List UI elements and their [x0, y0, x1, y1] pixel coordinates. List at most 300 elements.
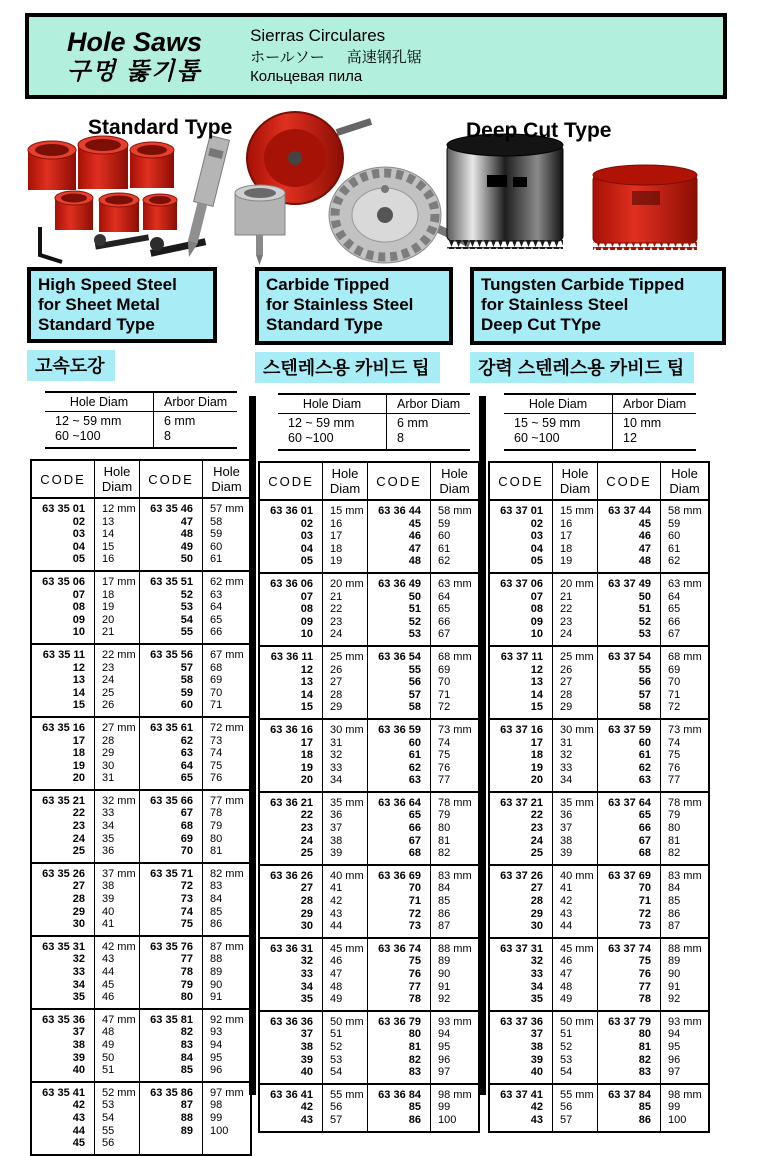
diam-cell: 39: [323, 847, 368, 865]
table-row: [489, 968, 709, 981]
diam-cell: 74: [203, 747, 252, 760]
table-row: [31, 601, 251, 614]
table-row: [489, 981, 709, 994]
code-cell: 12: [72, 661, 85, 674]
table-row: [259, 664, 479, 677]
code-header-row: [259, 462, 479, 500]
code-cell: 43: [300, 1113, 313, 1126]
diam-cell: 62: [431, 555, 480, 573]
table-row: [489, 847, 709, 865]
diam-cell: 18: [323, 543, 368, 556]
table-row: [259, 518, 479, 531]
table-row: [259, 1028, 479, 1041]
diam-cell: 19: [553, 555, 598, 573]
code-cell: 86: [598, 1114, 661, 1132]
code-cell: 82: [140, 1026, 203, 1039]
code-cell: 39: [530, 1053, 543, 1066]
code-cell: 73: [598, 920, 661, 938]
diam-cell: 30 mm: [553, 719, 598, 737]
diam-cell: 59: [661, 518, 710, 531]
section-title-line: Carbide Tipped: [266, 275, 390, 294]
table-row: [31, 820, 251, 833]
code-cell: 70: [140, 845, 203, 863]
diam-cell: 21: [553, 591, 598, 604]
code-cell: 66: [598, 822, 661, 835]
code-cell: 63 37 74: [598, 938, 661, 956]
code-cell: 85: [140, 1064, 203, 1082]
code-group: [31, 1009, 251, 1082]
code-cell: 15: [300, 701, 313, 714]
diam-cell: 25: [95, 687, 140, 700]
diam-cell: 81: [203, 845, 252, 863]
diam-cell: 16: [553, 518, 598, 531]
code-cell: 08: [72, 601, 85, 614]
table-row: [31, 918, 251, 936]
diam-cell: 92: [661, 993, 710, 1011]
code-cell: 67: [368, 835, 431, 848]
code-cell: 60: [368, 737, 431, 750]
code-header-cell: CODE: [368, 462, 431, 500]
code-header-cell: CODE: [140, 460, 203, 498]
diam-cell: 22: [553, 603, 598, 616]
diam-cell: 46: [553, 955, 598, 968]
code-cell: 10: [72, 626, 85, 639]
diam-cell: 83 mm: [661, 865, 710, 883]
table-row: [31, 662, 251, 675]
code-cell: 70: [598, 882, 661, 895]
code-cell: 63 37 54: [598, 646, 661, 664]
diam-cell: 44: [323, 920, 368, 938]
table-row: [259, 749, 479, 762]
code-cell: 84: [140, 1052, 203, 1065]
table-row: [259, 591, 479, 604]
spec-row: [45, 412, 237, 430]
code-cell: 39: [300, 1053, 313, 1066]
diam-cell: 82 mm: [203, 863, 252, 881]
diam-cell: 38: [553, 835, 598, 848]
code-cell: 44: [72, 1124, 85, 1137]
diam-cell: 45 mm: [553, 938, 598, 956]
arbor-spec-table: [278, 393, 470, 451]
code-cell: 14: [72, 686, 85, 699]
table-row: [489, 895, 709, 908]
diam-cell: 47: [553, 968, 598, 981]
spec-header-cell: Hole Diam: [278, 394, 387, 414]
diam-cell: 58: [203, 516, 252, 529]
deep-cut-black-saw-photo: [447, 134, 563, 249]
diam-cell: 53: [323, 1054, 368, 1067]
spec-cell: 60 ~100: [288, 431, 334, 445]
code-cell: 63 36 44: [368, 500, 431, 518]
code-cell: 30: [300, 920, 313, 933]
section-title-line: for Sheet Metal: [38, 295, 160, 314]
table-row: [31, 644, 251, 662]
code-cell: 24: [530, 834, 543, 847]
code-cell: 63 35 41: [42, 1086, 85, 1099]
diam-cell: 94: [661, 1028, 710, 1041]
code-cell: 79: [140, 979, 203, 992]
code-cell: 83: [598, 1066, 661, 1084]
code-cell: 88: [140, 1112, 203, 1125]
diam-cell: 83: [203, 880, 252, 893]
table-row: [259, 920, 479, 938]
table-row: [259, 993, 479, 1011]
code-cell: 52: [598, 616, 661, 629]
table-row: [31, 1125, 251, 1138]
code-table: [488, 461, 710, 1133]
code-group: [259, 865, 479, 938]
code-cell: 19: [300, 761, 313, 774]
diam-cell: 47: [323, 968, 368, 981]
diam-cell: 30 mm: [323, 719, 368, 737]
diam-cell: 71: [203, 699, 252, 717]
diam-cell: 93: [203, 1026, 252, 1039]
diam-cell: 40: [95, 906, 140, 919]
diam-cell: 91: [661, 981, 710, 994]
code-group: [489, 719, 709, 792]
diam-cell: 82: [661, 847, 710, 865]
table-row: [31, 516, 251, 529]
code-header-cell: Hole Diam: [323, 462, 368, 500]
code-cell: 63: [368, 774, 431, 792]
code-group: [489, 1011, 709, 1084]
table-row: [259, 792, 479, 810]
table-row: [489, 573, 709, 591]
diam-cell: 18: [553, 543, 598, 556]
code-cell: 77: [368, 981, 431, 994]
code-group: [31, 498, 251, 571]
code-cell: 70: [368, 882, 431, 895]
diam-cell: 66: [431, 616, 480, 629]
table-row: [31, 541, 251, 554]
table-row: [489, 822, 709, 835]
table-row: [31, 863, 251, 881]
code-cell: 19: [72, 759, 85, 772]
code-cell: 76: [598, 968, 661, 981]
code-cell: 68: [368, 847, 431, 865]
table-row: [259, 835, 479, 848]
code-group: [489, 500, 709, 573]
code-cell: 20: [72, 772, 85, 785]
table-row: [259, 737, 479, 750]
table-row: [31, 1009, 251, 1027]
diam-cell: 64: [431, 591, 480, 604]
code-cell: 81: [598, 1041, 661, 1054]
table-row: [259, 1084, 479, 1102]
code-cell: 42: [530, 1101, 543, 1114]
code-group: [31, 571, 251, 644]
code-cell: 63 35 46: [140, 498, 203, 516]
code-cell: 63 36 59: [368, 719, 431, 737]
diam-cell: 16: [323, 518, 368, 531]
code-cell: 63 36 21: [270, 796, 313, 809]
code-cell: 63 37 16: [500, 723, 543, 736]
diam-cell: 42: [553, 895, 598, 908]
section-carbide-tipped: [255, 267, 477, 1133]
spec-cell: 8: [154, 429, 238, 448]
code-header-cell: Hole Diam: [553, 462, 598, 500]
table-row: [489, 1066, 709, 1084]
code-cell: 61: [598, 749, 661, 762]
table-row: [489, 719, 709, 737]
spec-cell: 60 ~100: [514, 431, 560, 445]
section-subtitle-korean: 강력 스텐레스용 카비드 팁: [470, 352, 694, 383]
diam-cell: 83 mm: [431, 865, 480, 883]
diam-cell: 46: [95, 991, 140, 1009]
code-group: [489, 938, 709, 1011]
code-cell: 63 36 54: [368, 646, 431, 664]
code-cell: 71: [368, 895, 431, 908]
hex-key-photo: [40, 227, 62, 262]
spec-cell: 10 mm: [613, 414, 697, 432]
spec-cell: 6 mm: [154, 412, 238, 430]
code-cell: 27: [300, 882, 313, 895]
section-title-box: [27, 267, 217, 343]
diam-cell: 61: [431, 543, 480, 556]
table-row: [489, 938, 709, 956]
code-cell: 65: [140, 772, 203, 790]
deep-cut-red-saw-photo: [593, 165, 697, 250]
code-cell: 12: [530, 663, 543, 676]
diam-cell: 20 mm: [323, 573, 368, 591]
code-cell: 46: [598, 530, 661, 543]
diam-cell: 95: [661, 1041, 710, 1054]
code-table: [30, 459, 252, 1156]
code-cell: 34: [530, 980, 543, 993]
code-cell: 15: [72, 699, 85, 712]
table-row: [489, 993, 709, 1011]
code-header-cell: CODE: [489, 462, 553, 500]
diam-cell: 73 mm: [661, 719, 710, 737]
diam-cell: 18: [95, 589, 140, 602]
spec-row: [504, 414, 696, 432]
diam-cell: 31: [553, 737, 598, 750]
code-cell: 63 35 51: [140, 571, 203, 589]
diam-cell: 52 mm: [95, 1082, 140, 1100]
code-group: [259, 719, 479, 792]
diam-cell: 74: [661, 737, 710, 750]
diam-cell: 68: [203, 662, 252, 675]
diam-cell: 39: [553, 847, 598, 865]
diam-cell: 100: [661, 1114, 710, 1132]
table-row: [489, 1011, 709, 1029]
table-row: [259, 938, 479, 956]
diam-cell: 73 mm: [431, 719, 480, 737]
code-cell: 13: [530, 676, 543, 689]
diam-cell: 65: [431, 603, 480, 616]
diam-cell: 19: [323, 555, 368, 573]
diam-cell: 26: [95, 699, 140, 717]
table-row: [489, 1041, 709, 1054]
diam-cell: 57: [323, 1114, 368, 1132]
spec-header-cell: Arbor Diam: [613, 394, 697, 414]
diam-cell: 34: [323, 774, 368, 792]
diam-cell: 50: [95, 1052, 140, 1065]
diam-cell: 66: [203, 626, 252, 644]
diam-cell: 54: [553, 1066, 598, 1084]
code-cell: 67: [140, 807, 203, 820]
code-cell: 63 37 41: [500, 1088, 543, 1101]
code-cell: 22: [72, 807, 85, 820]
code-group: [31, 936, 251, 1009]
code-cell: 63 35 71: [140, 863, 203, 881]
code-cell: 63 35 21: [42, 794, 85, 807]
diam-cell: 76: [203, 772, 252, 790]
code-cell: 80: [368, 1028, 431, 1041]
code-cell: 75: [368, 955, 431, 968]
code-header-cell: Hole Diam: [661, 462, 710, 500]
table-row: [259, 1114, 479, 1132]
diam-cell: 75: [203, 760, 252, 773]
code-cell: 47: [368, 543, 431, 556]
diam-cell: 80: [203, 833, 252, 846]
diam-cell: 85: [661, 895, 710, 908]
code-cell: 63 35 11: [42, 648, 85, 661]
diam-cell: 51: [323, 1028, 368, 1041]
code-cell: 45: [368, 518, 431, 531]
table-row: [489, 530, 709, 543]
diam-cell: 65: [203, 614, 252, 627]
code-cell: 23: [300, 822, 313, 835]
code-cell: 23: [530, 822, 543, 835]
code-cell: 17: [530, 736, 543, 749]
code-cell: 42: [72, 1099, 85, 1112]
code-cell: 24: [72, 832, 85, 845]
code-cell: 02: [72, 515, 85, 528]
section-subtitle-korean: 스텐레스용 카비드 팁: [255, 352, 440, 383]
code-cell: 76: [368, 968, 431, 981]
code-cell: 62: [368, 762, 431, 775]
page-title-korean: 구멍 뚫기톱: [67, 57, 202, 85]
table-row: [259, 908, 479, 921]
spec-cell: 12 ~ 59 mm: [288, 416, 355, 430]
code-cell: 30: [530, 920, 543, 933]
table-row: [259, 616, 479, 629]
code-cell: 52: [368, 616, 431, 629]
diam-cell: 96: [203, 1064, 252, 1082]
subtitle-japanese-chinese: [250, 48, 422, 68]
code-cell: 29: [530, 907, 543, 920]
spec-header-row: [278, 394, 470, 414]
arbor-spec-table: [45, 391, 237, 449]
diam-cell: 41: [323, 882, 368, 895]
code-cell: 55: [140, 626, 203, 644]
table-row: [259, 689, 479, 702]
diam-cell: 99: [203, 1112, 252, 1125]
diam-cell: 45: [95, 979, 140, 992]
code-cell: 58: [140, 674, 203, 687]
table-row: [259, 701, 479, 719]
code-cell: 63 35 06: [42, 575, 85, 588]
table-row: [31, 1112, 251, 1125]
code-cell: 81: [368, 1041, 431, 1054]
code-group: [489, 646, 709, 719]
diam-cell: 84: [203, 893, 252, 906]
diam-cell: 63 mm: [661, 573, 710, 591]
diam-cell: 57 mm: [203, 498, 252, 516]
code-cell: 35: [300, 993, 313, 1006]
section-title-line: Tungsten Carbide Tipped: [481, 275, 685, 294]
table-row: [31, 674, 251, 687]
diam-cell: 35 mm: [323, 792, 368, 810]
code-group: [489, 573, 709, 646]
diam-cell: 64: [661, 591, 710, 604]
code-cell: 09: [300, 615, 313, 628]
diam-cell: 15 mm: [323, 500, 368, 518]
code-cell: 47: [140, 516, 203, 529]
code-cell: 10: [300, 628, 313, 641]
code-cell: 37: [72, 1026, 85, 1039]
diam-cell: 40 mm: [323, 865, 368, 883]
diam-cell: 87: [431, 920, 480, 938]
diam-cell: 59: [431, 518, 480, 531]
diam-cell: 12 mm: [95, 498, 140, 516]
diam-cell: 98 mm: [661, 1084, 710, 1102]
code-cell: 63 35 36: [42, 1013, 85, 1026]
diam-cell: 79: [431, 809, 480, 822]
diam-cell: 42 mm: [95, 936, 140, 954]
code-cell: 30: [72, 918, 85, 931]
code-header-cell: CODE: [259, 462, 323, 500]
code-cell: 63 36 74: [368, 938, 431, 956]
diam-cell: 53: [95, 1099, 140, 1112]
code-cell: 74: [140, 906, 203, 919]
diam-cell: 97: [431, 1066, 480, 1084]
code-cell: 18: [72, 747, 85, 760]
code-cell: 63 36 79: [368, 1011, 431, 1029]
code-cell: 64: [140, 760, 203, 773]
code-cell: 83: [368, 1066, 431, 1084]
code-cell: 63 35 76: [140, 936, 203, 954]
code-cell: 73: [368, 920, 431, 938]
diam-cell: 40 mm: [553, 865, 598, 883]
code-cell: 09: [530, 615, 543, 628]
code-cell: 33: [530, 968, 543, 980]
code-cell: 63 35 31: [42, 940, 85, 953]
diam-cell: 25 mm: [323, 646, 368, 664]
code-cell: 68: [140, 820, 203, 833]
code-cell: 46: [368, 530, 431, 543]
code-cell: 32: [300, 955, 313, 968]
diam-cell: 17 mm: [95, 571, 140, 589]
diam-cell: 68 mm: [431, 646, 480, 664]
code-cell: 78: [598, 993, 661, 1011]
diam-cell: 24: [553, 628, 598, 646]
table-row: [259, 1066, 479, 1084]
table-row: [489, 646, 709, 664]
table-row: [31, 687, 251, 700]
table-row: [31, 1052, 251, 1065]
table-row: [489, 737, 709, 750]
diam-cell: 29: [95, 747, 140, 760]
table-row: [31, 807, 251, 820]
section-title-box: [470, 267, 726, 345]
table-row: [31, 893, 251, 906]
code-cell: 80: [140, 991, 203, 1009]
table-row: [259, 530, 479, 543]
diam-cell: 84: [431, 882, 480, 895]
diam-cell: 67 mm: [203, 644, 252, 662]
diam-cell: 98: [203, 1099, 252, 1112]
diam-cell: 65: [661, 603, 710, 616]
diam-cell: 44: [553, 920, 598, 938]
diam-cell: 54: [323, 1066, 368, 1084]
diam-cell: 70: [431, 676, 480, 689]
code-cell: 63 37 44: [598, 500, 661, 518]
diam-cell: 77: [661, 774, 710, 792]
diam-cell: 49: [553, 993, 598, 1011]
title-block: [67, 27, 202, 86]
